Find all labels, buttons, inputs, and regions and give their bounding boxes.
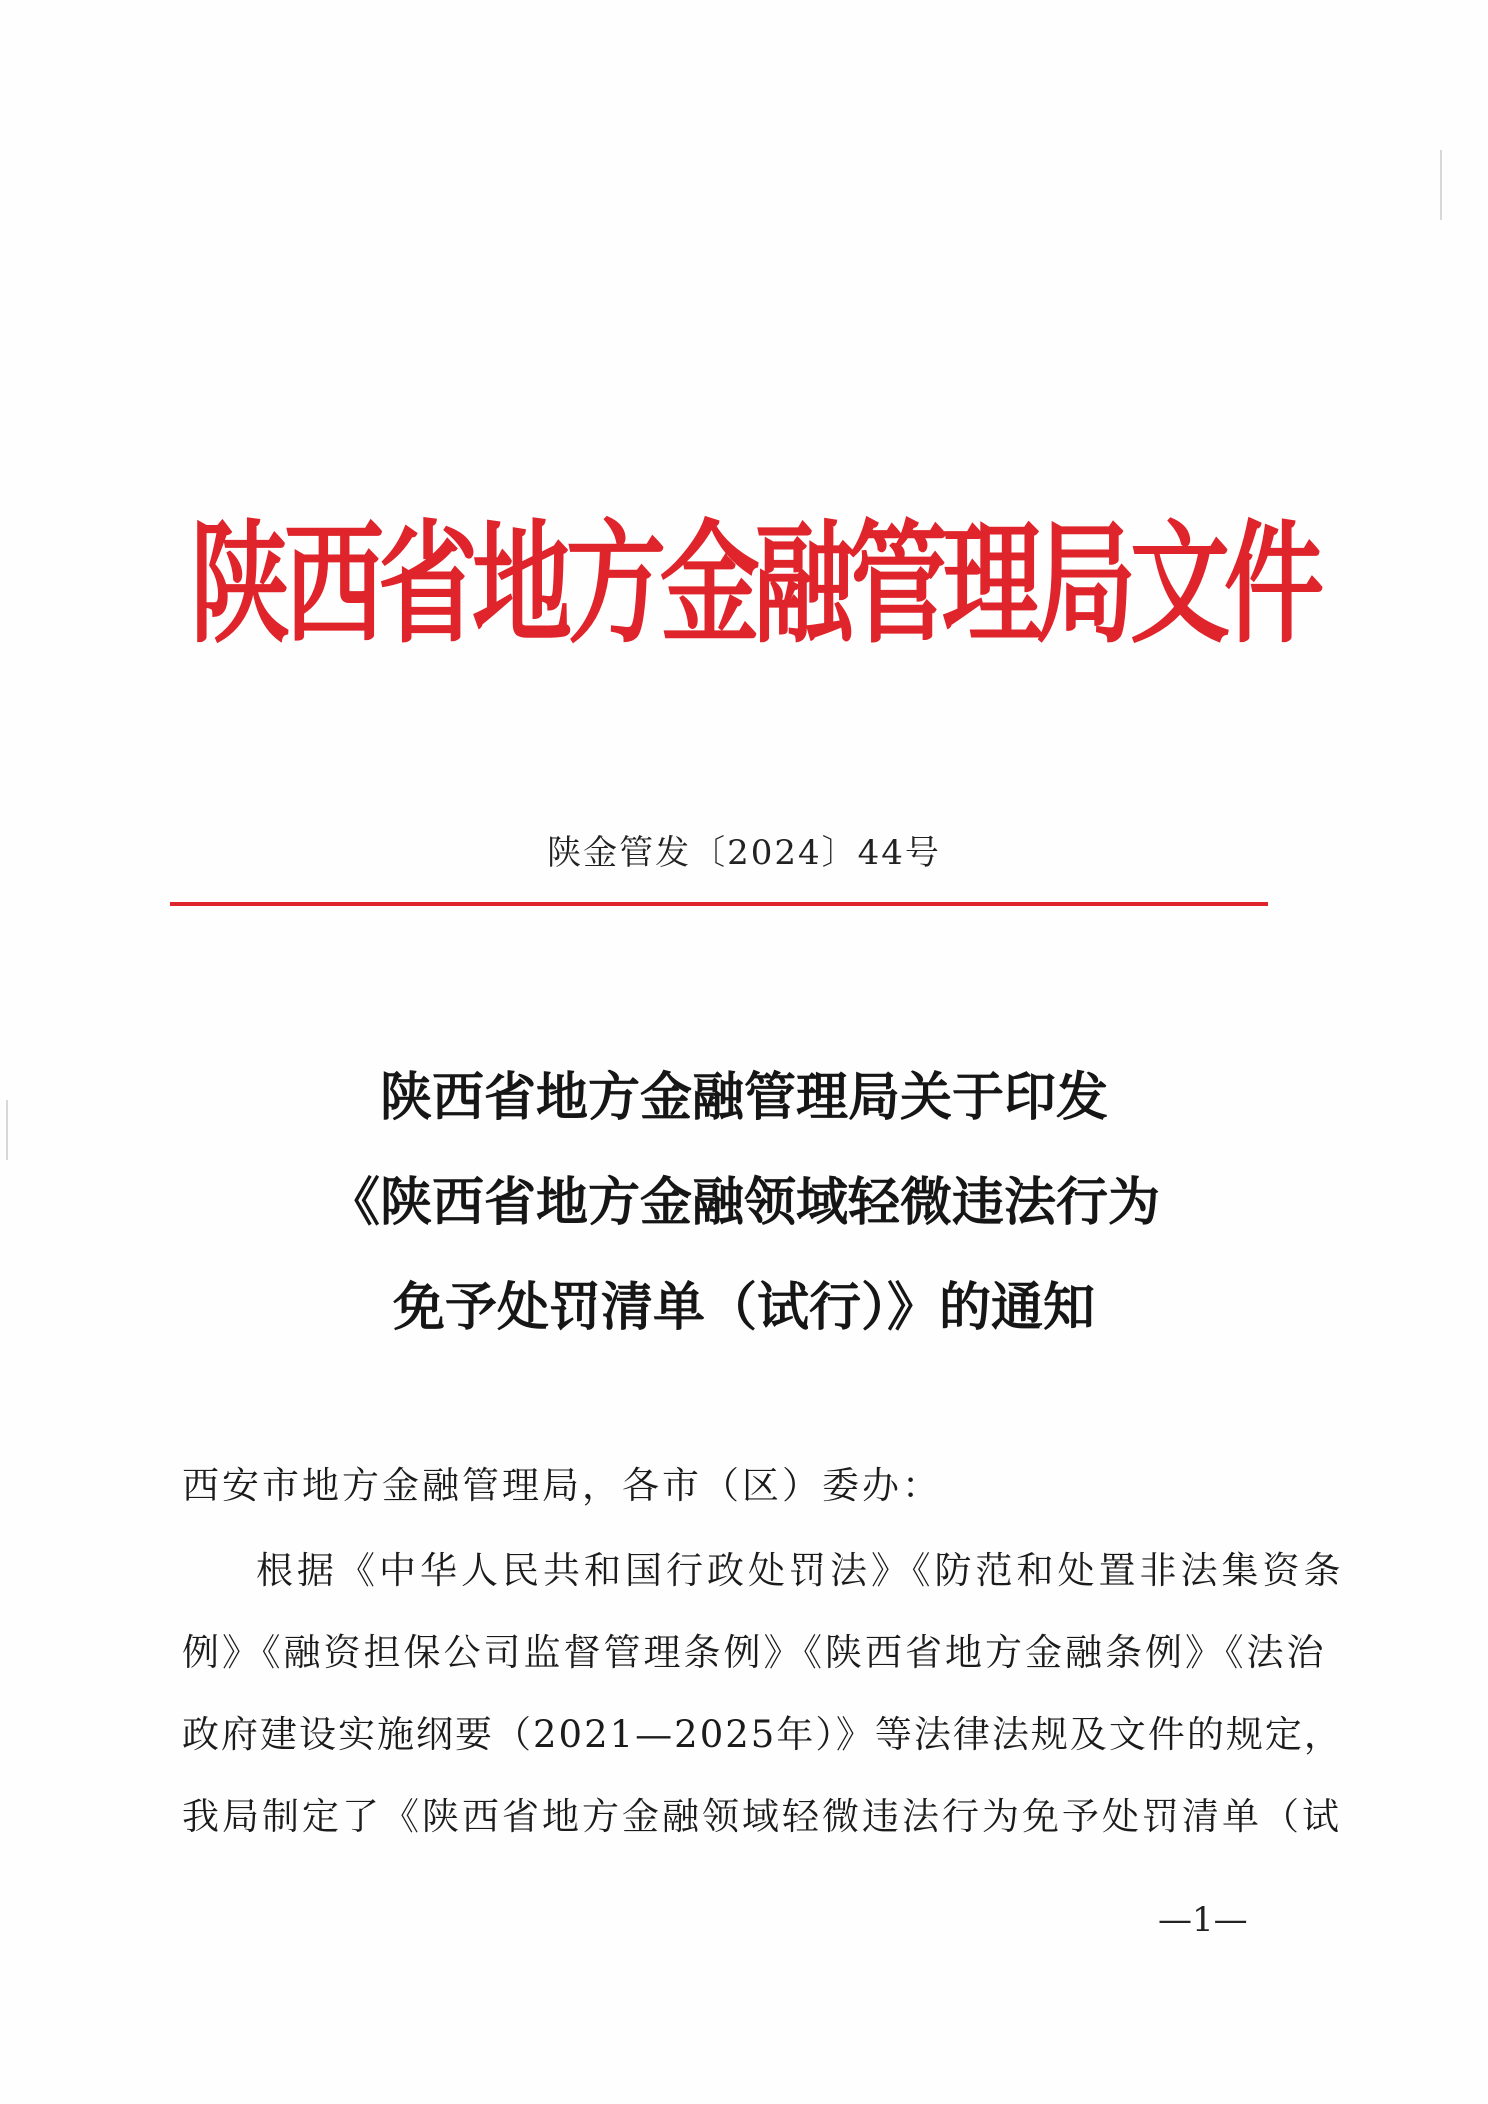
page-number: —1— xyxy=(1158,1900,1248,1940)
scan-artifact xyxy=(6,1100,8,1160)
salutation: 西安市地方金融管理局，各市（区）委办： xyxy=(182,1464,942,1507)
notice-title-line-3: 免予处罚清单（试行）》的通知 xyxy=(392,1278,1095,1338)
notice-title-line-2: 《陕西省地方金融领域轻微违法行为 xyxy=(327,1173,1160,1233)
document-header-title: 陕西省地方金融管理局文件 xyxy=(190,507,1318,662)
body-text-line-4: 我局制定了《陕西省地方金融领域轻微违法行为免予处罚清单（试 xyxy=(182,1795,1342,1838)
body-text-line-3: 政府建设实施纲要（2021—2025年）》等法律法规及文件的规定， xyxy=(182,1713,1343,1756)
body-text-line-2: 例》《融资担保公司监督管理条例》《陕西省地方金融条例》《法治 xyxy=(182,1631,1327,1674)
document-number: 陕金管发〔2024〕44号 xyxy=(547,833,941,873)
red-divider-line xyxy=(170,902,1268,906)
body-text-line-1: 根据《中华人民共和国行政处罚法》《防范和处置非法集资条 xyxy=(256,1549,1345,1592)
scan-artifact xyxy=(1440,150,1442,220)
notice-title-line-1: 陕西省地方金融管理局关于印发 xyxy=(379,1068,1108,1128)
